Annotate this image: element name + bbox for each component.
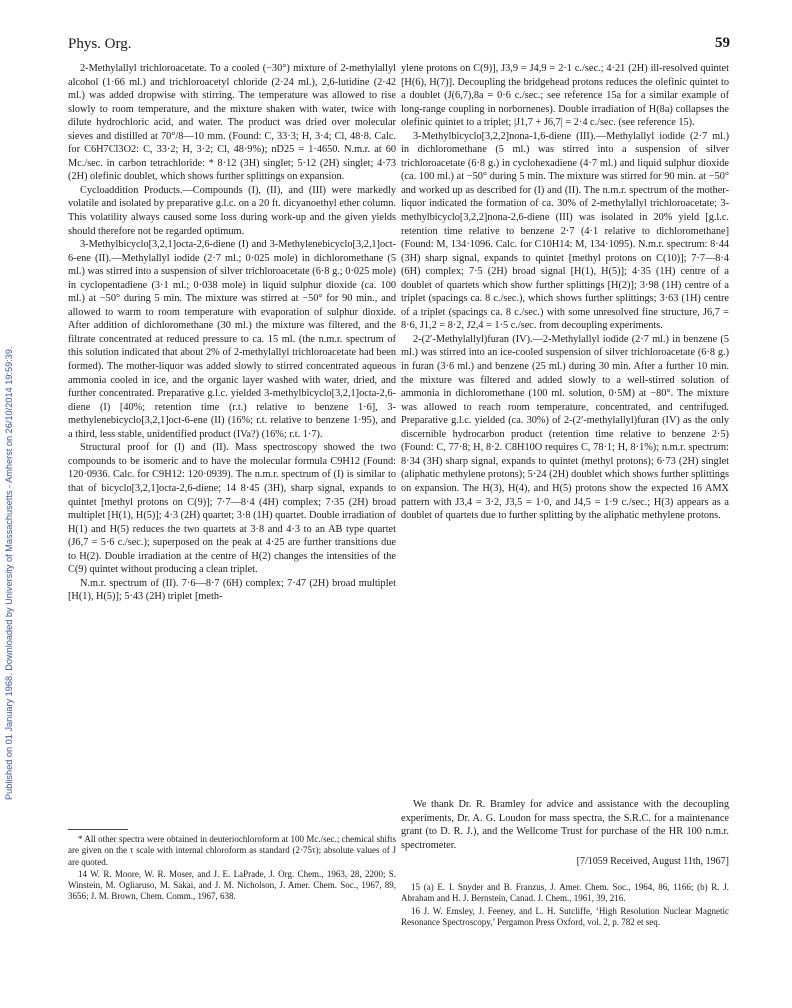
paragraph-compounds-i-ii: 3-Methylbicyclo[3,2,1]octa-2,6-diene (I) and 3-Methylenebicyclo[3,2,1]oct-6-ene (II).—Methylallyl iodide (2·7 ml.; 0·025 mole) in dichloromethane (5 ml.) was stirred into a suspension of silver trichloroacetate (6·8 g.; 0·025 mole) in cyclopentadiene (3·1 ml.; 0·038 mole) in liquid sulphur dioxide (ca. 100 ml.) at −50° during 5 min. The mixture was stirred at −50° for 90 min., and allowed to warm to room temperature with evaporation of sulphur dioxide. After addition of dichloromethane (30 ml.) the mixture was filtered, and the filtrate concentrated at reduced pressure to ca. 15 ml. (the n.m.r. spectrum of this solution indicated that about 2% of 2-methylallyl trichloroacetate had been formed). The mother-liquor was added slowly to stirred concentrated aqueous ammonia cooled in ice, and the organic layer washed with water, dried, and further concentrated. Preparative g.l.c. yielded 3-methylbicyclo[3,2,1]octa-2,6-diene (I) [40%; retention time (r.t.) relative to benzene 1·6], 3-methylenebicyclo[3,2,1]oct-6-ene (II) (16%; r.t. relative to benzene 1·95), and a third, less stable, unidentified product (IVa?) (16%; r.t. 1·7). bbox=[68, 239, 396, 440]
paragraph-compound-iii: 3-Methylbicyclo[3,2,2]nona-1,6-diene (III).—Methylallyl iodide (2·7 ml.) in dichloromethane (5 ml.) was stirred into a suspension of silver trichloroacetate (6·8 g.) in cyclohexadiene (4·7 ml.) and liquid sulphur dioxide (ca. 100 ml.) at −50° during 5 min. The mixture was stirred for 90 min. at −50° and worked up as described for (I) and (II). The n.m.r. spectrum of the mother-liquor indicated the formation of ca. 30% of 2-methylallyl trichloroacetate; 3-methylbicyclo[3,2,2]nona-2,6-diene (III) was isolated in 20% yield [g.l.c. retention time relative to benzene 2·7 (4·1 relative to dichloromethane] (Found: M, 134·1096. Calc. for C10H14: M, 134·1095). N.m.r. spectrum: 8·44 (3H) sharp signal, expands to quintet [methyl protons on C(10)]; 7·7—8·4 (6H) complex; 7·5 (2H) broad signal [H(1), H(5)]; 4·35 (1H) centre of a doublet of quartets which show further splittings [H(2)]; 3·98 (1H) centre of a triplet (spacings ca. 8 c./sec.), which shows further splittings; 3·63 (1H) centre of a triplet (spacings ca. 8 c./sec.) with some unresolved fine structure, J6,7 = 8·6, J1,2 = 8·2, J2,4 = 1·5 c./sec. from decoupling experiments. bbox=[401, 130, 729, 332]
paragraph-nmr-ii: N.m.r. spectrum of (II). 7·6—8·7 (6H) complex; 7·47 (2H) broad multiplet [H(1), H(5)]; 5·43 (2H) triplet [meth- bbox=[68, 577, 396, 603]
journal-section-header: Phys. Org. bbox=[68, 36, 132, 52]
left-text-column bbox=[68, 62, 396, 604]
acknowledgement-text: We thank Dr. R. Bramley for advice and assistance with the decoupling experiments, Dr. A. G. Loudon for mass spectra, the S.R.C. for a maintenance grant (to D. R. J.), and the Wellcome Trust for purchase of the HR 100 n.m.r. spectrometer. bbox=[401, 799, 729, 851]
paragraph-nmr-ii-continued: ylene protons on C(9)], J3,9 = J4,9 = 2·1 c./sec.; 4·21 (2H) ill-resolved quintet [H(6), H(7)]. Decoupling the bridgehead protons reduces the olefinic quintet to a doublet (J(6,7),8a = 0·6 c./sec.; see reference 15a for a similar example of long-range coupling in norbornenes). Double irradiation of H(8a) collapses the olefinic quintet to a triplet; |J1,7 + J6,7| = 2·4 c./sec. (see reference 15). bbox=[401, 63, 729, 129]
paragraph-methylallyl-trichloroacetate: 2-Methylallyl trichloroacetate. To a cooled (−30°) mixture of 2-methylallyl alcohol (1·66 ml.) and trichloroacetyl chloride (2·24 ml.), 2,6-lutidine (2·42 ml.) was added dropwise with stirring. The temperature was allowed to rise slowly to room temperature, and the mixture shaken with water, twice with dilute hydrochloric acid, and water. The product was dried over molecular sieves and distilled at 70°/8—10 mm. (Found: C, 33·3; H, 3·4; Cl, 48·8. Calc. for C6H7Cl3O2: C, 33·2; H, 3·2; Cl, 48·9%); nD25 = 1·4650. N.m.r. at 60 Mc./sec. in carbon tetrachloride: * 8·12 (3H) singlet; 5·12 (2H) singlet; 4·73 (2H) olefinic doublet, which shows further splittings on expansion. bbox=[68, 63, 396, 183]
right-text-column bbox=[401, 62, 729, 523]
left-footnotes bbox=[68, 834, 396, 904]
paragraph-compound-iv: 2-(2′-Methylallyl)furan (IV).—2-Methylallyl iodide (2·7 ml.) in benzene (5 ml.) was stirred into an ice-cooled suspension of silver trichloroacetate (6·8 g.) in furan (3·6 ml.) and benzene (25 ml.) during 30 min. After a further 10 min. the mixture was filtered and added slowly to a well-stirred solution of ammonia in dichloromethane (100 ml. solution, 0·5M) at −80°. The mixture was allowed to reach room temperature, concentrated, and centrifuged. Preparative g.l.c. yielded (ca. 30%) of 2-(2′-methylallyl)furan (IV) as the only discernible hydrocarbon product (retention time relative to benzene 2·5) (Found: C, 77·8; H, 8·2. C8H10O requires C, 78·1; H, 8·1%); n.m.r. spectrum: 8·34 (3H) sharp signal, expands to quintet (methyl protons); 6·73 (2H) singlet (aliphatic methylene protons); 5·24 (2H) doublet which shows further splittings on expansion. The H(3), H(4), and H(5) protons show the expected 16 AMX pattern with J3,4 = 3·2, J3,5 = 1·0, and J4,5 = 1·9 c./sec.; H(3) appears as a doublet of quartets due to further splitting by the aliphatic methylene protons. bbox=[401, 333, 730, 522]
footnote-14: 14 W. R. Moore, W. R. Moser, and J. E. LaPrade, J. Org. Chem., 1963, 28, 2200; S. Winstein, M. Ogliaruso, M. Sakai, and J. M. Nicholson, J. Amer. Chem. Soc., 1967, 89, 3656; J. M. Brown, Chem. Comm., 1967, 638. bbox=[68, 868, 396, 902]
reference-15: 15 (a) E. I. Snyder and B. Franzus, J. Amer. Chem. Soc., 1964, 86, 1166; (b) R. J. Abraham and H. J. Bernstein, Canad. J. Chem., 1961, 39, 216. bbox=[401, 882, 729, 904]
reference-16: 16 J. W. Emsley, J. Feeney, and L. H. Sutcliffe, ‘High Resolution Nuclear Magnetic Resonance Spectroscopy,’ Pergamon Press Oxford, vol. 2, p. 782 et seq. bbox=[401, 905, 729, 927]
footnote-divider bbox=[68, 829, 128, 830]
paragraph-cycloaddition-products: Cycloaddition Products.—Compounds (I), (II), and (III) were markedly volatile and isolated by preparative g.l.c. on a 20 ft. dicyanoethyl ether column. This volatility always caused some loss during work-up and the given yields should therefore not be regarded optimum. bbox=[68, 184, 396, 237]
page-number: 59 bbox=[715, 35, 730, 51]
acknowledgement bbox=[401, 798, 729, 852]
received-date: [7/1059 Received, August 11th, 1967] bbox=[576, 856, 729, 867]
paragraph-structural-proof: Structural proof for (I) and (II). Mass spectroscopy showed the two compounds to be isomeric and to have the molecular formula C9H12 (Found: 120·0936. Calc. for C9H12: 120·0939). The n.m.r. spectrum of (I) is similar to that of bicyclo[3,2,1]octa-2,6-diene; 14 8·45 (3H), sharp signal, expands to quintet [methyl protons on C(9)]; 7·7—8·4 (4H) complex; 7·35 (2H) broad multiplet [H(1), H(5)]; 4·3 (2H) quartet; 3·8 (1H) quartet. Double irradiation of H(1) and H(5) reduces the two quartets at 3·8 and 4·3 to an AB type quartet (J6,7 = 5·6 c./sec.); superposed on the peak at 4·25 are further transitions due to H(2). Double irradiation at the centre of H(2) changes the intensities of the C(9) quintet without producing a clean triplet. bbox=[68, 442, 396, 576]
footnote-star: * All other spectra were obtained in deuteriochloroform at 100 Mc./sec.; chemical shifts are given on the τ scale with internal chloroform as standard (2·75τ); absolute values of J are quoted. bbox=[68, 834, 396, 867]
right-references bbox=[401, 882, 729, 929]
publication-side-note: Published on 01 January 1968. Downloaded by University of Massachusetts - Amherst on 26/10/2014 19:59:39. bbox=[4, 346, 14, 800]
